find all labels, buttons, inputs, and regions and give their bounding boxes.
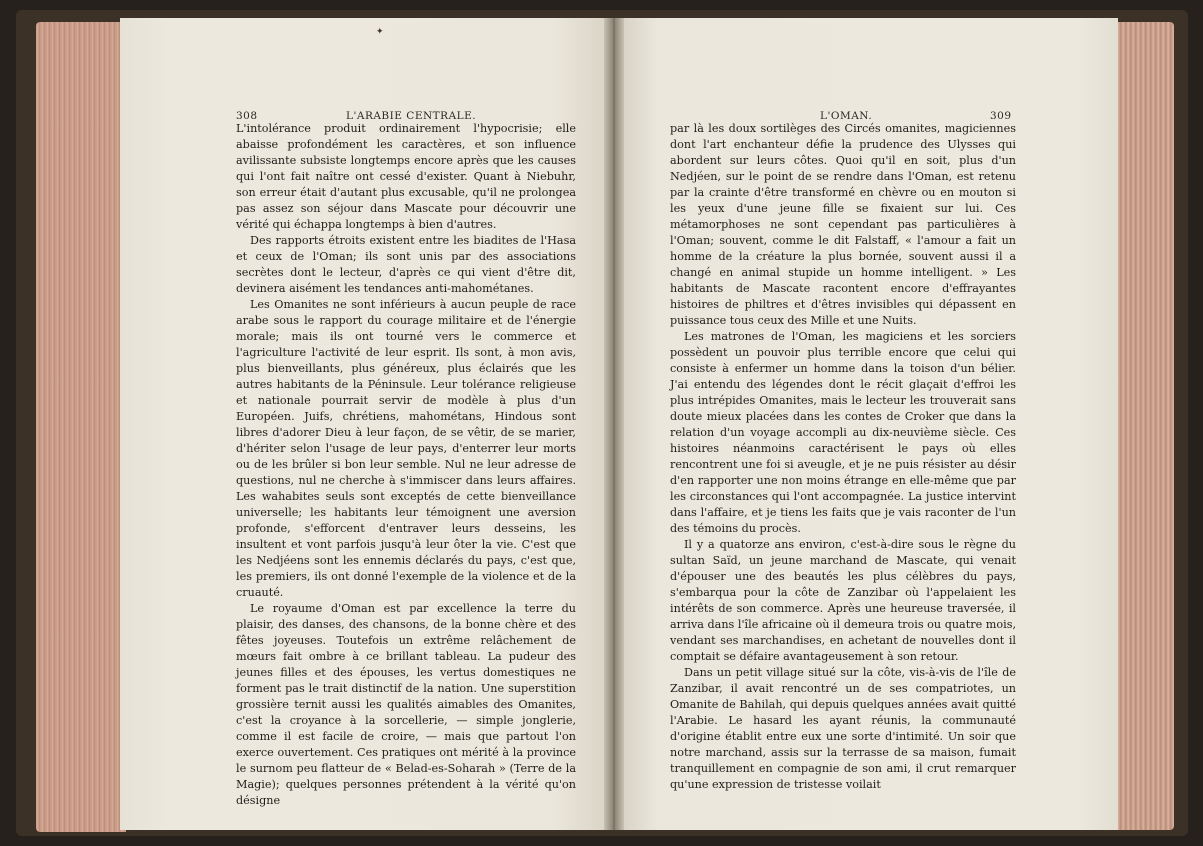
right-page-number: 309 [990, 110, 1012, 122]
paragraph: Il y a quatorze ans environ, c'est-à-dire sous le règne du sultan Saïd, un jeune marchand de Mascate, qui venait d'épouser une des beautés les plus célèbres du pays, s'embarqua pour la côte de Zanzibar où l'appelaient les intérêts de son commerce. Après une heureuse traversée, il arriva dans l'île africaine où il demeura trois ou quatre mois, vendant ses marchandises, en achetant de nouvelles dont il comptait se défaire avantageusement à son retour. [670, 538, 1016, 663]
left-running-head: L'ARABIE CENTRALE. [346, 110, 477, 122]
paragraph: Les Omanites ne sont inférieurs à aucun peuple de race arabe sous le rapport du courage militaire et de l'énergie morale; mais ils ont tourné vers le commerce et l'agriculture l'activité de leur esprit. Ils sont, à mon avis, plus bienveillants, plus généreux, plus éclairés que les autres habitants de la Péninsule. Leur tolérance religieuse et nationale pourrait servir de modèle à plus d'un Européen. Juifs, chrétiens, mahométans, Hindous sont libres d'adorer Dieu à leur façon, de se vêtir, de se marier, d'hériter selon l'usage de leur pays, d'enterrer leur morts ou de les brûler si bon leur semble. Nul ne leur adresse de questions, nul ne cherche à s'immiscer dans leurs affaires. Les wahabites seuls sont exceptés de cette bienveillance universelle; les habitants leur témoignent une aversion profonde, s'efforcent d'entraver leurs desseins, les insultent et vont parfois jusqu'à leur ôter la vie. C'est que les Nedjéens sont les ennemis déclarés du pays, c'est que, les premiers, ils ont donné l'exemple de la violence et de la cruauté. [236, 298, 576, 599]
paragraph: Des rapports étroits existent entre les biadites de l'Hasa et ceux de l'Oman; ils sont unis par des associations secrètes dont le lecteur, d'après ce qui vient d'être dit, devinera aisément les tendances anti-mahométanes. [236, 234, 576, 295]
paragraph: par là les doux sortilèges des Circés omanites, magiciennes dont l'art enchanteur défie la prudence des Ulysses qui abordent sur leurs côtes. Quoi qu'il en soit, plus d'un Nedjéen, sur le point de se rendre dans l'Oman, est retenu par la crainte d'être transformé en chèvre ou en mouton si les yeux d'une jeune fille se fixaient sur lui. Ces métamorphoses ne sont cependant pas particulières à l'Oman; souvent, comme le dit Falstaff, « l'amour a fait un homme de la créature la plus bornée, souvent aussi il a changé en animal stupide un homme intelligent. » Les habitants de Mascate racontent encore d'effrayantes histoires de philtres et d'êtres invisibles qui dépassent en puissance tous ceux des Mille et une Nuits. [670, 122, 1016, 327]
right-running-head: L'OMAN. [820, 110, 873, 122]
page-edges-right [1112, 22, 1174, 830]
book-gutter [604, 18, 624, 830]
page-edges-left [36, 22, 126, 832]
left-page [120, 18, 610, 830]
paragraph: Le royaume d'Oman est par excellence la terre du plaisir, des danses, des chansons, de la bonne chère et des fêtes joyeuses. Toutefois un extrême relâchement de mœurs fait ombre à ce brillant tableau. La pudeur des jeunes filles et des épouses, les vertus domestiques ne forment pas le trait distinctif de la nation. Une superstition grossière ternit aussi les qualités aimables des Omanites, c'est la croyance à la sorcellerie, — simple jonglerie, comme il est facile de croire, — mais que partout l'on exerce ouvertement. Ces pratiques ont mérité à la province le surnom peu flatteur de « Belad-es-Soharah » (Terre de la Magie); quelques personnes prétendent à la vérité qu'on désigne [236, 602, 576, 807]
right-page [618, 18, 1118, 830]
left-page-text [236, 121, 576, 809]
paragraph: Dans un petit village situé sur la côte, vis-à-vis de l'île de Zanzibar, il avait rencontré un de ses compatriotes, un Omanite de Bahilah, qui depuis quelques années avait quitté l'Arabie. Le hasard les ayant réunis, la communauté d'origine établit entre eux une sorte d'intimité. Un soir que notre marchand, assis sur la terrasse de sa maison, fumait tranquillement en compagnie de son ami, il crut remarquer qu'une expression de tristesse voilait [670, 666, 1016, 791]
paragraph: Les matrones de l'Oman, les magiciens et les sorciers possèdent un pouvoir plus terrible encore que celui qui consiste à enfermer un homme dans la toison d'un bélier. J'ai entendu des légendes dont le récit glaçait d'effroi les plus intrépides Omanites, mais le lecteur les trouverait sans doute mieux placées dans les contes de Croker que dans la relation d'un voyage accompli au dix-neuvième siècle. Ces histoires néanmoins caractérisent le pays où elles rencontrent une foi si aveugle, et je ne puis résister au désir d'en rapporter une non moins étrange en elle-même que par les circonstances qui l'ont accompagnée. La justice intervint dans l'affaire, et je tiens les faits que je vais raconter de l'un des témoins du procès. [670, 330, 1016, 535]
right-page-text [670, 121, 1016, 793]
paragraph: L'intolérance produit ordinairement l'hypocrisie; elle abaisse profondément les caractères, et son influence avilissante subsiste longtemps encore après que les causes qui l'ont fait naître ont cessé d'exister. Quant à Niebuhr, son erreur était d'autant plus excusable, qu'il ne prolongea pas assez son séjour dans Mascate pour découvrir une vérité qui échappa longtemps à bien d'autres. [236, 122, 576, 231]
binding-mark-icon: ✦ [376, 27, 384, 37]
left-page-number: 308 [236, 110, 258, 122]
